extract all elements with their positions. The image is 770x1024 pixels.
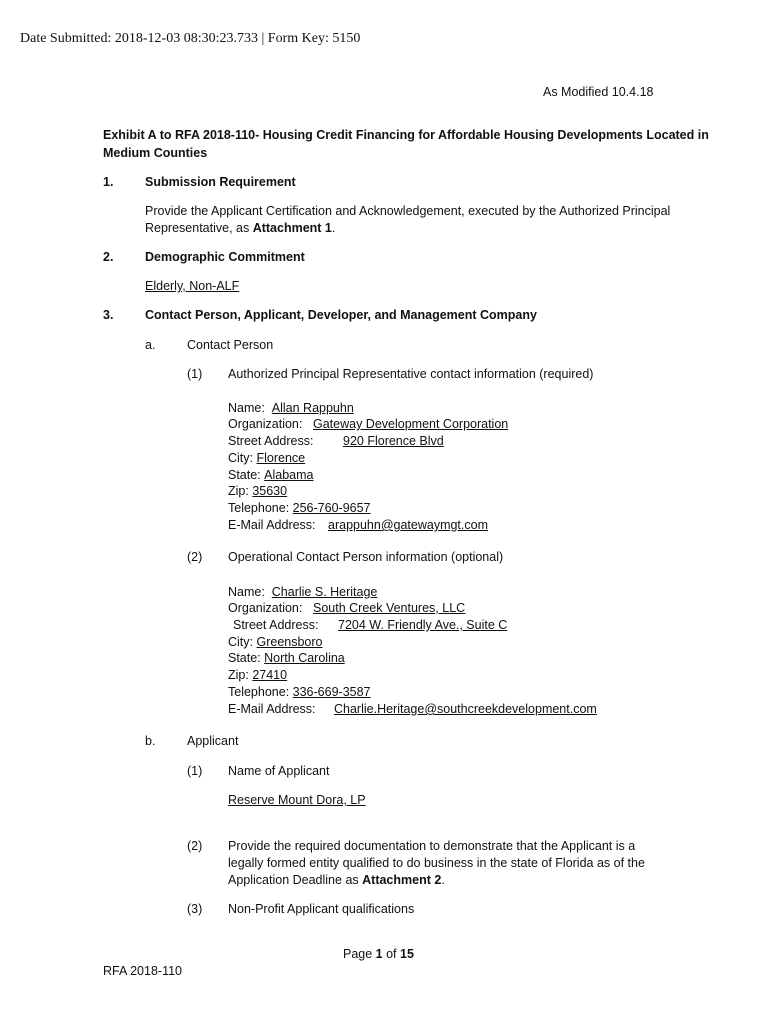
contact-1-name-row [228, 400, 354, 417]
field-label: Telephone: [228, 685, 290, 699]
subsection-a-letter: a. [145, 338, 156, 352]
applicant-1-number: (1) [187, 764, 203, 778]
field-label: Telephone: [228, 501, 290, 515]
page-current: 1 [375, 947, 383, 961]
applicant-2-line3-pre: Application Deadline as [228, 873, 363, 887]
section-1-heading: Submission Requirement [145, 175, 296, 189]
contact-1-email-label: E-Mail Address: [228, 518, 316, 532]
section-1-text-line1: Provide the Applicant Certification and Acknowledgement, executed by the Authorized Principal [145, 204, 671, 218]
contact-1-state: Alabama [264, 468, 314, 482]
contact-1-state-row [228, 467, 314, 484]
exhibit-title-line1: Exhibit A to RFA 2018-110- Housing Credit Financing for Affordable Housing Developments Located in [103, 128, 709, 142]
field-label: Zip: [228, 668, 249, 682]
contact-1-city: Florence [256, 451, 306, 465]
attachment-2-ref: Attachment 2 [362, 873, 442, 887]
contact-2-email: Charlie.Heritage@southcreekdevelopment.com [334, 702, 597, 716]
applicant-2-line3 [228, 873, 445, 887]
field-label: State: [228, 468, 261, 482]
submission-stamp: Date Submitted: 2018-12-03 08:30:23.733 | Form Key: 5150 [20, 31, 361, 46]
page-total: 15 [400, 947, 414, 961]
contact-2-name: Charlie S. Heritage [271, 585, 378, 599]
applicant-name: Reserve Mount Dora, LP [228, 793, 366, 807]
contact-2-street: 7204 W. Friendly Ave., Suite C [338, 618, 508, 632]
field-label: City: [228, 635, 253, 649]
field-label: City: [228, 451, 253, 465]
section-3-number: 3. [103, 308, 114, 322]
page-prefix: Page [343, 947, 376, 961]
field-label: Name: [228, 401, 265, 415]
applicant-2-line3-post: . [441, 873, 445, 887]
section-1-text-line2 [145, 221, 335, 235]
contact-1-zip-row [228, 483, 287, 500]
contact-2-zip-row [228, 667, 287, 684]
applicant-1-label: Name of Applicant [228, 764, 330, 778]
section-1-number: 1. [103, 175, 114, 189]
section-3-heading: Contact Person, Applicant, Developer, and Management Company [145, 308, 537, 322]
section-2-number: 2. [103, 250, 114, 264]
contact-2-phone-row [228, 684, 371, 701]
field-label: Organization: [228, 417, 303, 431]
contact-2-street-label: Street Address: [233, 618, 319, 632]
contact-2-label: Operational Contact Person information (optional) [228, 550, 504, 564]
field-label: State: [228, 651, 261, 665]
contact-1-street-label: Street Address: [228, 434, 314, 448]
contact-2-state: North Carolina [264, 651, 345, 665]
page-number [343, 947, 414, 961]
section-2-heading: Demographic Commitment [145, 250, 305, 264]
subsection-b-letter: b. [145, 734, 156, 748]
contact-1-org: Gateway Development Corporation [313, 417, 509, 431]
section-1-text-post: . [331, 221, 336, 235]
subsection-b-label: Applicant [187, 734, 239, 748]
applicant-2-line1: Provide the required documentation to demonstrate that the Applicant is a [228, 839, 636, 853]
contact-2-org-label: Organization: [228, 601, 303, 615]
contact-2-number: (2) [187, 550, 203, 564]
contact-2-phone: 336-669-3587 [292, 685, 371, 699]
contact-2-city: Greensboro [256, 635, 323, 649]
contact-1-zip: 35630 [252, 484, 288, 498]
contact-2-name-row [228, 584, 377, 601]
section-1-text-pre: Representative, as [145, 221, 253, 235]
footer-doc-id: RFA 2018-110 [103, 964, 182, 978]
contact-2-city-row [228, 634, 323, 651]
field-label: Zip: [228, 484, 249, 498]
contact-2-org: South Creek Ventures, LLC [313, 601, 466, 615]
applicant-3-number: (3) [187, 902, 203, 916]
applicant-2-line2: legally formed entity qualified to do business in the state of Florida as of the [228, 856, 645, 870]
contact-1-label: Authorized Principal Representative contact information (required) [228, 367, 594, 381]
exhibit-title-line2: Medium Counties [103, 146, 208, 160]
contact-1-street: 920 Florence Blvd [343, 434, 444, 448]
contact-1-city-row [228, 450, 305, 467]
contact-1-org-row [228, 416, 302, 433]
modified-note: As Modified 10.4.18 [543, 85, 654, 99]
subsection-a-label: Contact Person [187, 338, 274, 352]
contact-1-number: (1) [187, 367, 203, 381]
contact-1-name: Allan Rappuhn [271, 401, 354, 415]
field-label: Name: [228, 585, 265, 599]
contact-1-phone: 256-760-9657 [292, 501, 371, 515]
contact-2-state-row [228, 650, 345, 667]
contact-1-email: arappuhn@gatewaymgt.com [328, 518, 488, 532]
contact-2-email-label: E-Mail Address: [228, 702, 316, 716]
contact-1-phone-row [228, 500, 371, 517]
attachment-1-ref: Attachment 1 [252, 221, 332, 235]
contact-2-zip: 27410 [252, 668, 288, 682]
page-of: of [382, 947, 400, 961]
demographic-value: Elderly, Non-ALF [145, 279, 240, 293]
applicant-2-number: (2) [187, 839, 203, 853]
applicant-3-label: Non-Profit Applicant qualifications [228, 902, 415, 916]
